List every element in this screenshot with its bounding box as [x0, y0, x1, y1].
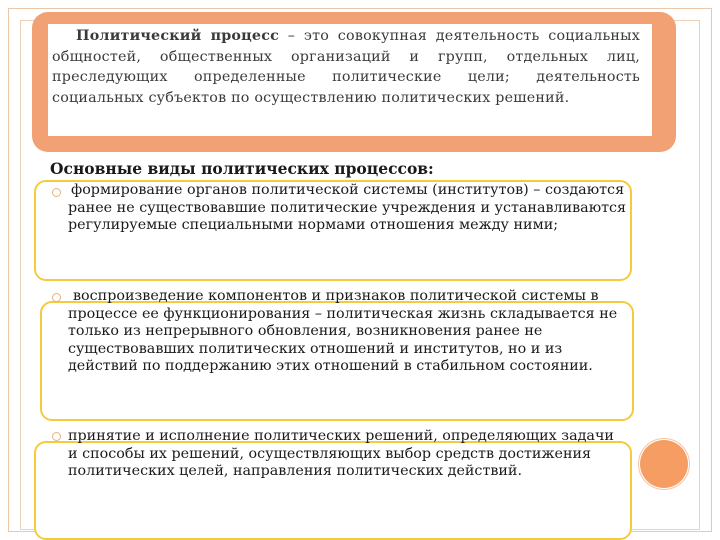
list-item-1: формирование органов политической системы (институтов) – создаются ранее не существовавшие политические учреждения и устанавливаются регулируемые специальными нормами отношения между ними;	[68, 182, 627, 234]
section-heading: Основные виды политических процессов:	[50, 159, 434, 178]
bullet-icon	[52, 188, 61, 197]
list-item-2: воспроизведение компонентов и признаков политической системы в процессе ее функционирования – политическая жизнь складывается не только из непрерывного обновления, возникновения ранее не существовавших политических отношений и институтов, но и из действий по поддержанию этих отношений в стабильном состоянии.	[68, 288, 618, 375]
bullet-icon	[52, 432, 61, 441]
decorative-circle	[640, 440, 688, 488]
definition-text	[52, 26, 640, 108]
definition-term: Политический процесс	[76, 28, 280, 44]
list-item-3: принятие и исполнение политических решений, определяющих задачи и способы их решений, осуществляющих выбор средств достижения политических целей, направления политических действий.	[68, 428, 614, 480]
bullet-icon	[52, 293, 61, 302]
definition-body: – это совокупная деятельность социальных общностей, общественных организаций и групп, отдельных лиц, преследующих определенные политические цели; деятельность социальных субъектов по осуществлению политических решений.	[52, 28, 640, 106]
